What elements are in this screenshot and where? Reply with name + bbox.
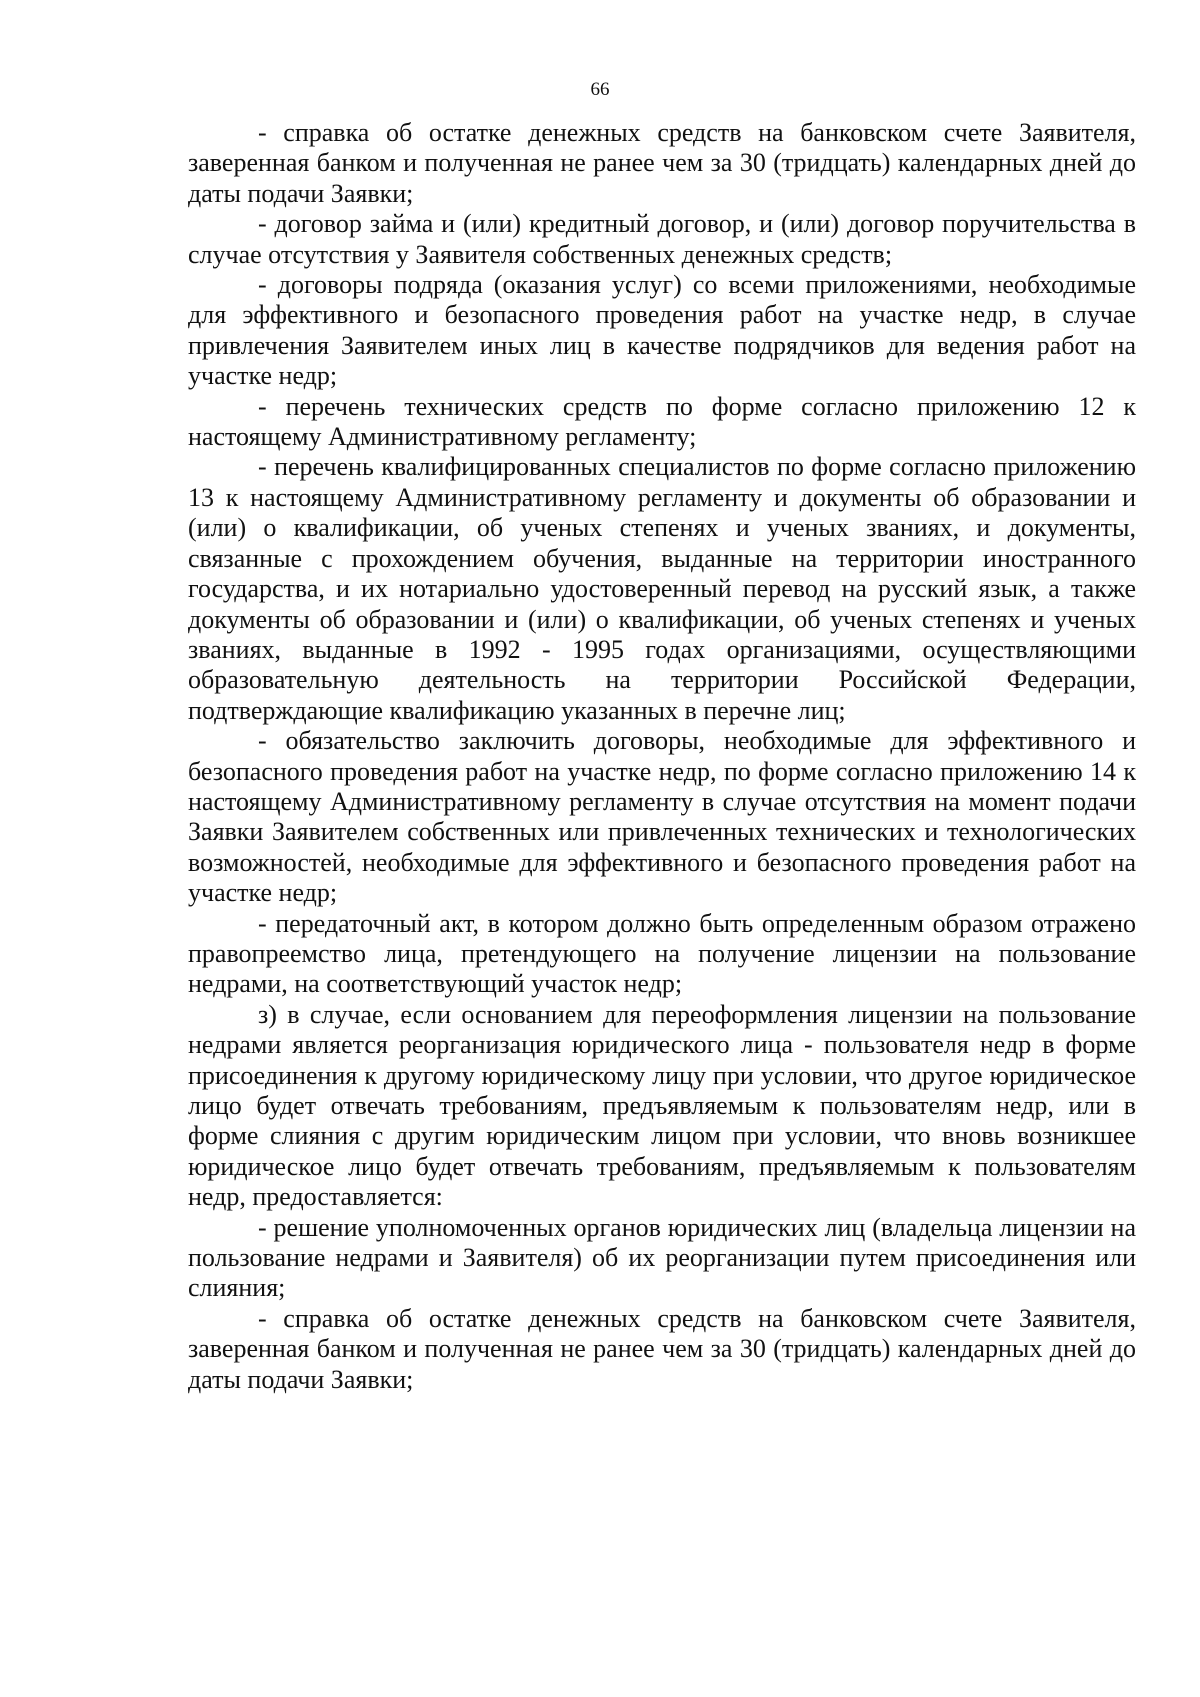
page-number: 66	[590, 79, 610, 100]
paragraph-bank-statement: - справка об остатке денежных средств на банковском счете Заявителя, заверенная банком и полученная не ранее чем за 30 (тридцать) календарных дней до даты подачи Заявки;	[188, 118, 1136, 208]
paragraph-clause-z: з) в случае, если основанием для переоформления лицензии на пользование недрами является реорганизация юридического лица - пользователя недр в форме присоединения к другому юридическому лицу при условии, что другое юридическое лицо будет отвечать требованиям, предъявляемым к пользователям недр, или в форме слияния с другим юридическим лицом при условии, что вновь возникшее юридическое лицо будет отвечать требованиям, предъявляемым к пользователям недр, предоставляется:	[188, 999, 1136, 1212]
paragraph-loan-agreement: - договор займа и (или) кредитный договор, и (или) договор поручительства в случае отсутствия у Заявителя собственных денежных средств;	[188, 209, 1136, 269]
paragraph-obligation: - обязательство заключить договоры, необходимые для эффективного и безопасного проведения работ на участке недр, по форме согласно приложению 14 к настоящему Административному регламенту в случае отсутствия на момент подачи Заявки Заявителем собственных или привлеченных технических и технологических возможностей, необходимые для эффективного и безопасного проведения работ на участке недр;	[188, 726, 1136, 908]
document-body	[188, 118, 1136, 1395]
paragraph-contract-agreements: - договоры подряда (оказания услуг) со всеми приложениями, необходимые для эффективного и безопасного проведения работ на участке недр, в случае привлечения Заявителем иных лиц в качестве подрядчиков для ведения работ на участке недр;	[188, 270, 1136, 391]
paragraph-bank-statement-repeat: - справка об остатке денежных средств на банковском счете Заявителя, заверенная банком и полученная не ранее чем за 30 (тридцать) календарных дней до даты подачи Заявки;	[188, 1303, 1136, 1394]
paragraph-transfer-act: - передаточный акт, в котором должно быть определенным образом отражено правопреемство лица, претендующего на получение лицензии на пользование недрами, на соответствующий участок недр;	[188, 908, 1136, 999]
paragraph-specialists-list: - перечень квалифицированных специалистов по форме согласно приложению 13 к настоящему Административному регламенту и документы об образовании и (или) о квалификации, об ученых степенях и ученых званиях, и документы, связанные с прохождением обучения, выданные на территории иностранного государства, и их нотариально удостоверенный перевод на русский язык, а также документы об образовании и (или) о квалификации, об ученых степенях и ученых званиях, выданные в 1992 - 1995 годах организациями, осуществляющими образовательную деятельность на территории Российской Федерации, подтверждающие квалификацию указанных в перечне лиц;	[188, 452, 1136, 725]
paragraph-reorganization-decision: - решение уполномоченных органов юридических лиц (владельца лицензии на пользование недрами и Заявителя) об их реорганизации путем присоединения или слияния;	[188, 1212, 1136, 1303]
paragraph-technical-means-list: - перечень технических средств по форме согласно приложению 12 к настоящему Административному регламенту;	[188, 391, 1136, 452]
